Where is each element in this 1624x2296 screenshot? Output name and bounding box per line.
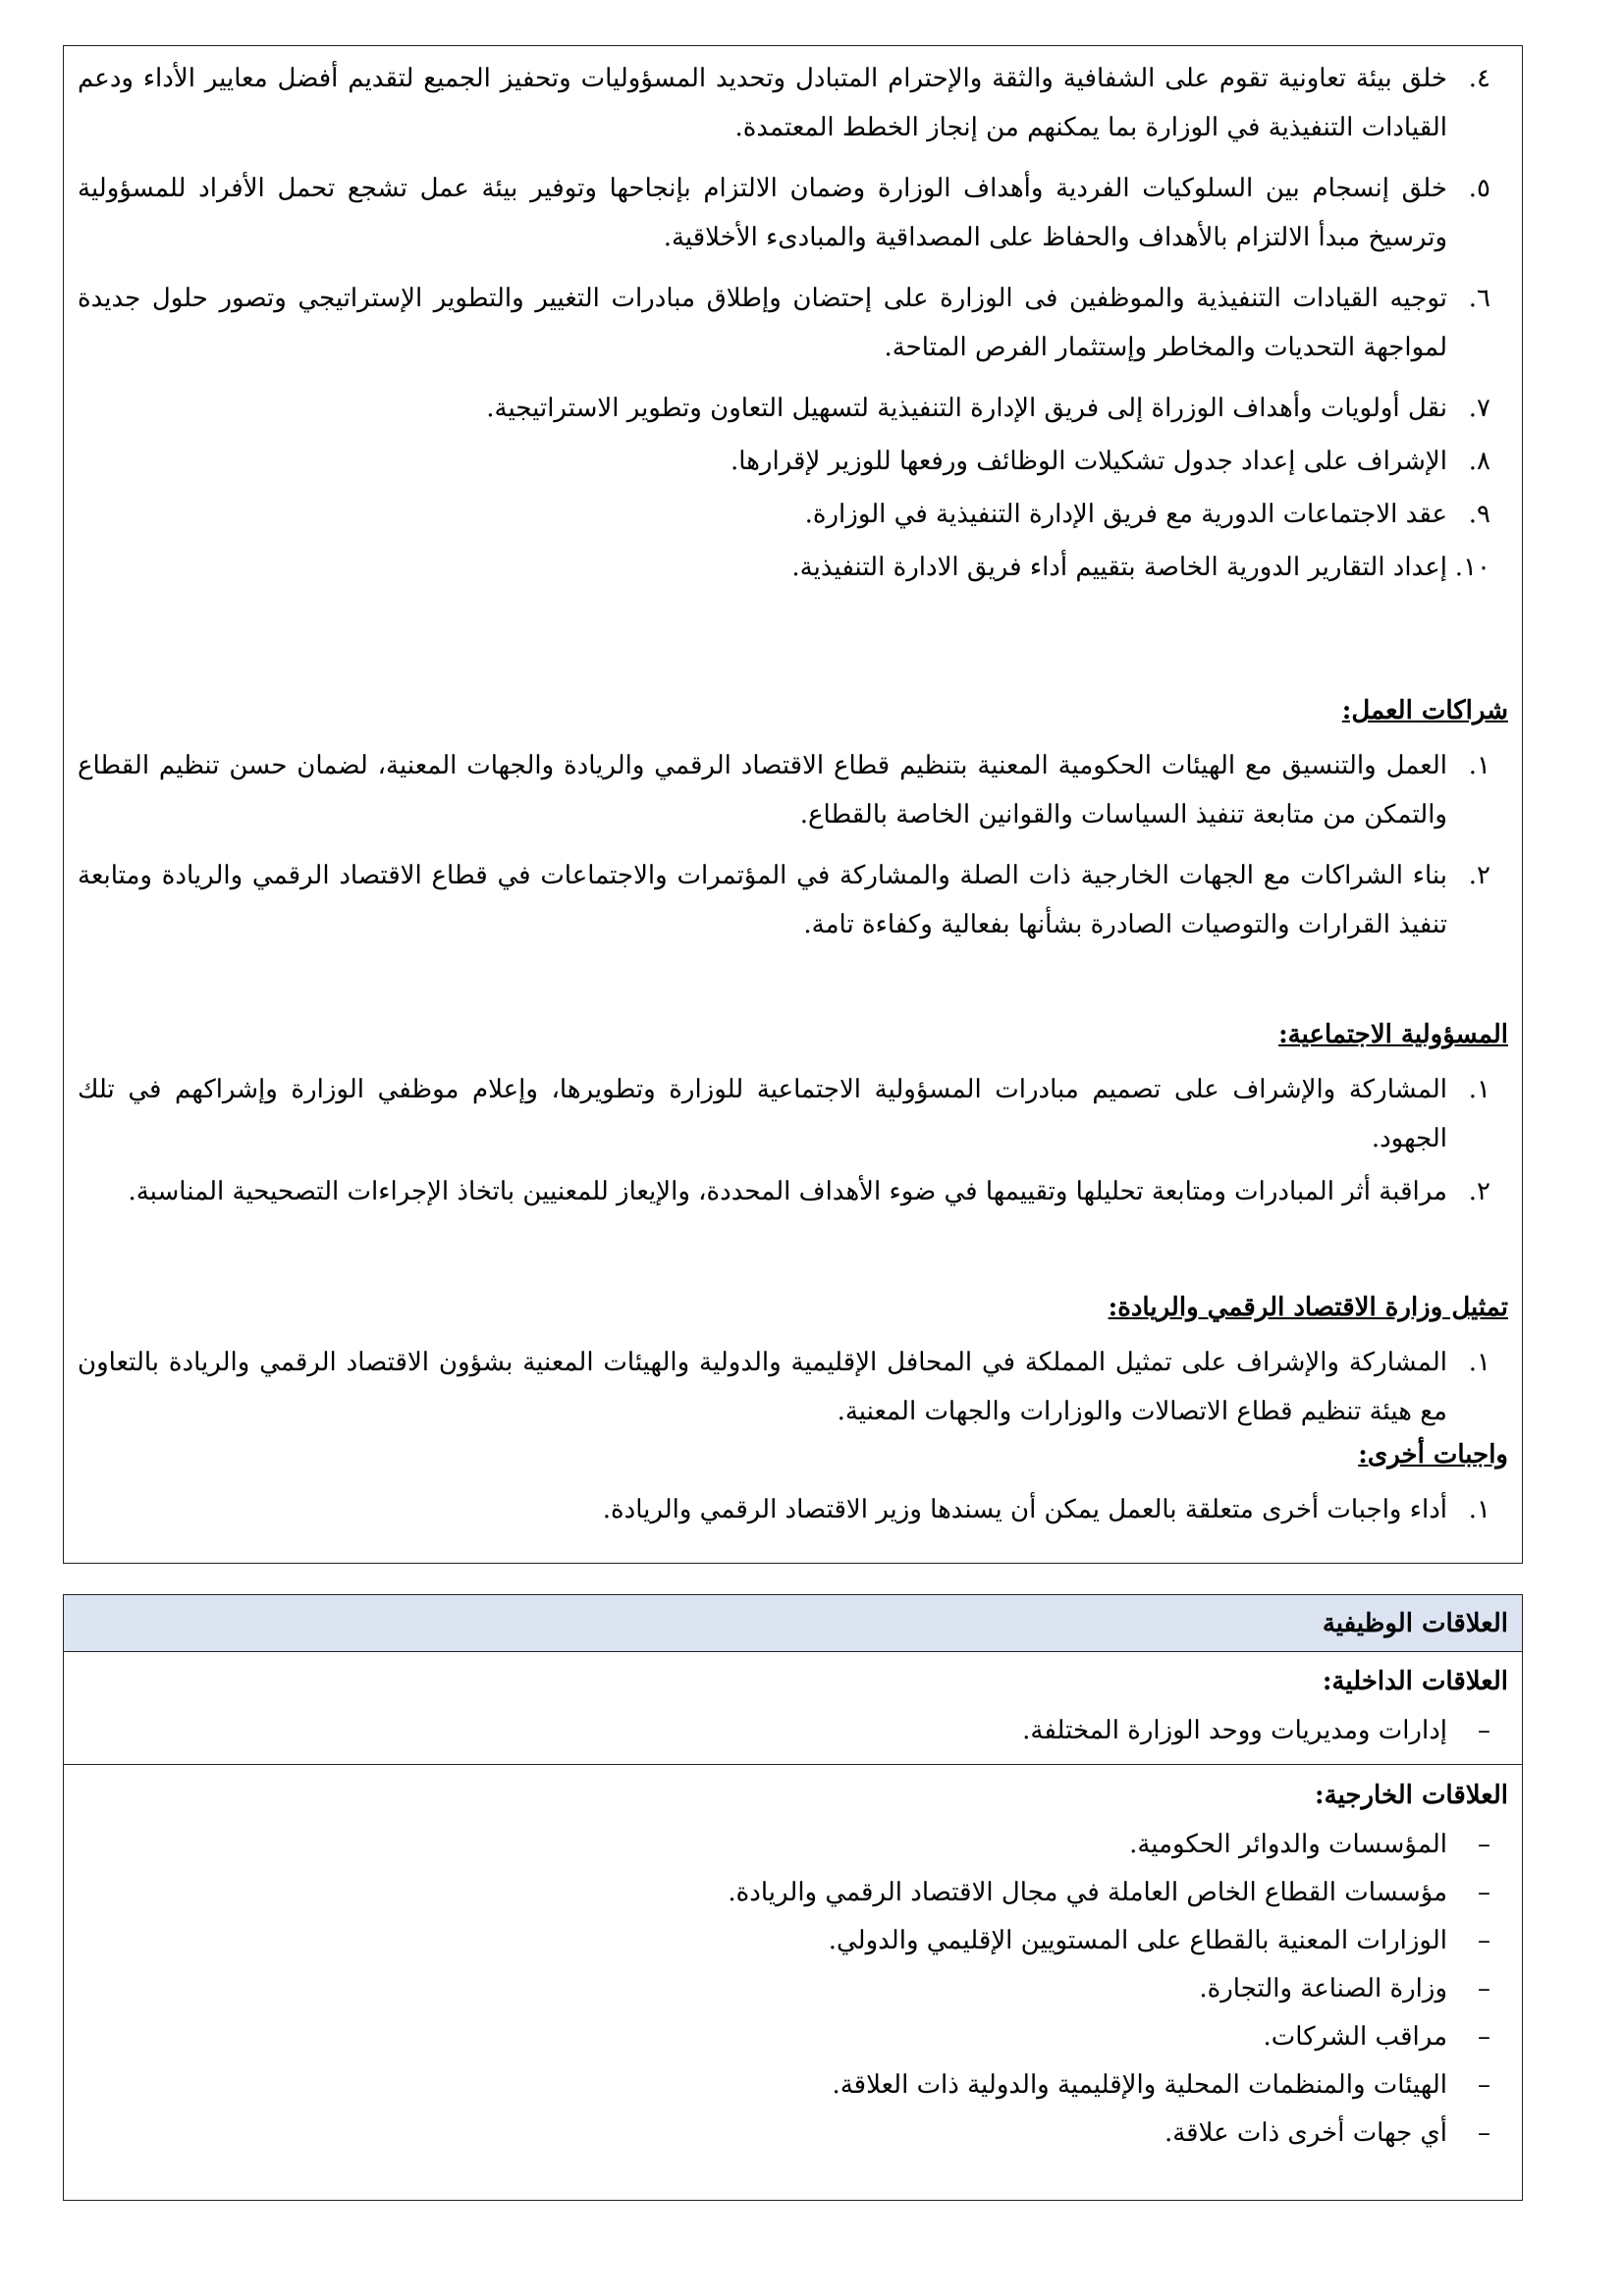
item-number: ١. (1468, 751, 1490, 780)
item-text: العمل والتنسيق مع الهيئات الحكومية المعنية بتنظيم قطاع الاقتصاد الرقمي والريادة والجهات المعنية، لضمان حسن تنظيم القطاع والتمكن من متابعة تنفيذ السياسات والقوانين الخاصة بالقطاع. (78, 751, 1447, 829)
item-text: الهيئات والمنظمات المحلية والإقليمية والدولية ذات العلاقة. (832, 2070, 1447, 2100)
responsibilities-box (63, 45, 1523, 1564)
list-item (78, 1917, 1508, 1965)
item-text: إعداد التقارير الدورية الخاصة بتقييم أداء فريق الادارة التنفيذية. (791, 553, 1447, 582)
list-item (78, 851, 1508, 949)
dash-bullet: – (1478, 1878, 1490, 1907)
list-item (78, 1167, 1508, 1216)
external-relations (78, 1770, 1508, 2158)
item-number: ٥. (1468, 174, 1490, 203)
item-text: مؤسسات القطاع الخاص العاملة في مجال الاقتصاد الرقمي والريادة. (728, 1878, 1447, 1907)
item-text: المؤسسات والدوائر الحكومية. (1129, 1830, 1447, 1859)
dash-bullet: – (1478, 2022, 1490, 2052)
item-text: عقد الاجتماعات الدورية مع فريق الإدارة التنفيذية في الوزارة. (804, 500, 1447, 529)
dash-bullet: – (1478, 1926, 1490, 1955)
list-item (78, 2061, 1508, 2109)
item-number: ١. (1468, 1495, 1490, 1524)
list-item (78, 437, 1508, 486)
section-heading: شراكات العمل: (1341, 696, 1508, 725)
list-item (78, 741, 1508, 839)
dash-bullet: – (1478, 2118, 1490, 2148)
dash-bullet: – (1478, 1716, 1490, 1745)
section-divider (64, 1764, 1522, 1765)
item-text: أداء واجبات أخرى متعلقة بالعمل يمكن أن يسندها وزير الاقتصاد الرقمي والريادة. (602, 1495, 1447, 1524)
item-text: بناء الشراكات مع الجهات الخارجية ذات الصلة والمشاركة في المؤتمرات والاجتماعات في قطاع الاقتصاد الرقمي والريادة ومتابعة تنفيذ القرارات والتوصيات الصادرة بشأنها بفعالية وكفاءة تامة. (78, 861, 1447, 939)
item-number: ٧. (1468, 394, 1490, 423)
item-number: ٢. (1468, 1177, 1490, 1206)
representation-section (78, 1283, 1508, 1436)
responsibilities-list (78, 54, 1508, 592)
item-text: توجيه القيادات التنفيذية والموظفين فى الوزارة على إحتضان وإطلاق مبادرات التغيير والتطوير الإستراتيجي وتصور حلول جديدة لمواجهة التحديات والمخاطر وإستثمار الفرص المتاحة. (78, 284, 1447, 362)
item-number: ٩. (1468, 500, 1490, 529)
internal-relations (78, 1656, 1508, 1755)
item-text: مراقبة أثر المبادرات ومتابعة تحليلها وتقييمها في ضوء الأهداف المحددة، والإيعاز للمعنيين باتخاذ الإجراءات التصحيحية المناسبة. (128, 1177, 1447, 1206)
list-item (78, 1065, 1508, 1163)
item-text: الوزارات المعنية بالقطاع على المستويين الإقليمي والدولي. (828, 1926, 1447, 1955)
item-text: خلق إنسجام بين السلوكيات الفردية وأهداف الوزارة وضمان الالتزام بإنجاحها وتوفير بيئة عمل تشجع تحمل الأفراد للمسؤولية وترسيخ مبدأ الالتزام بالأهداف والحفاظ على المصداقية والمبادىء الأخلاقية. (78, 174, 1447, 252)
item-text: نقل أولويات وأهداف الوزراة إلى فريق الإدارة التنفيذية لتسهيل التعاون وتطوير الاستراتيجية. (486, 394, 1447, 423)
item-number: ١. (1468, 1075, 1490, 1104)
list-item (78, 1338, 1508, 1436)
item-text: المشاركة والإشراف على تمثيل المملكة في المحافل الإقليمية والدولية والهيئات المعنية بشؤون الاقتصاد الرقمي والريادة بالتعاون مع هيئة تنظيم قطاع الاتصالات والوزارات والجهات المعنية. (78, 1348, 1447, 1426)
item-text: وزارة الصناعة والتجارة. (1199, 1974, 1447, 2003)
item-text: إدارات ومديريات ووحد الوزارة المختلفة. (1022, 1716, 1447, 1745)
item-text: الإشراف على إعداد جدول تشكيلات الوظائف ورفعها للوزير لإقرارها. (731, 447, 1447, 476)
list-item (78, 54, 1508, 152)
item-number: ٨. (1468, 447, 1490, 476)
list-item (78, 543, 1508, 592)
external-heading: العلاقات الخارجية: (1315, 1781, 1508, 1810)
list-item (78, 164, 1508, 262)
list-item (78, 1869, 1508, 1917)
list-item (78, 1485, 1508, 1534)
section-heading: تمثيل وزارة الاقتصاد الرقمي والريادة: (1108, 1293, 1508, 1322)
list-item (78, 384, 1508, 433)
list-item (78, 274, 1508, 372)
social-responsibility-section (78, 1010, 1508, 1216)
section-heading: واجبات أخرى: (1358, 1440, 1508, 1469)
item-number: ٢. (1468, 861, 1490, 890)
other-duties-section (78, 1430, 1508, 1534)
dash-bullet: – (1478, 1974, 1490, 2003)
list-item (78, 1821, 1508, 1869)
item-text: المشاركة والإشراف على تصميم مبادرات المسؤولية الاجتماعية للوزارة وتطويرها، وإعلام موظفي الوزارة وإشراكهم في تلك الجهود. (78, 1075, 1447, 1153)
item-text: خلق بيئة تعاونية تقوم على الشفافية والثقة والإحترام المتبادل وتحديد المسؤوليات وتحفيز الجميع لتقديم أفضل معايير الأداء ودعم القيادات التنفيذية في الوزارة بما يمكنهم من إنجاز الخطط المعتمدة. (78, 64, 1447, 142)
list-item (78, 490, 1508, 539)
relations-box (63, 1594, 1523, 2201)
dash-bullet: – (1478, 1830, 1490, 1859)
list-item (78, 2109, 1508, 2158)
item-number: ١. (1468, 1348, 1490, 1377)
dash-bullet: – (1478, 2070, 1490, 2100)
section-heading: المسؤولية الاجتماعية: (1278, 1020, 1508, 1049)
item-text: مراقب الشركات. (1263, 2022, 1447, 2052)
list-item (78, 2013, 1508, 2061)
item-number: ٦. (1468, 284, 1490, 313)
list-item (78, 1707, 1508, 1755)
partnerships-section (78, 686, 1508, 949)
item-text: أي جهات أخرى ذات علاقة. (1164, 2118, 1447, 2148)
item-number: ١٠. (1454, 553, 1490, 582)
list-item (78, 1965, 1508, 2013)
relations-title: العلاقات الوظيفية (64, 1595, 1522, 1652)
internal-heading: العلاقات الداخلية: (1322, 1667, 1508, 1696)
item-number: ٤. (1468, 64, 1490, 93)
